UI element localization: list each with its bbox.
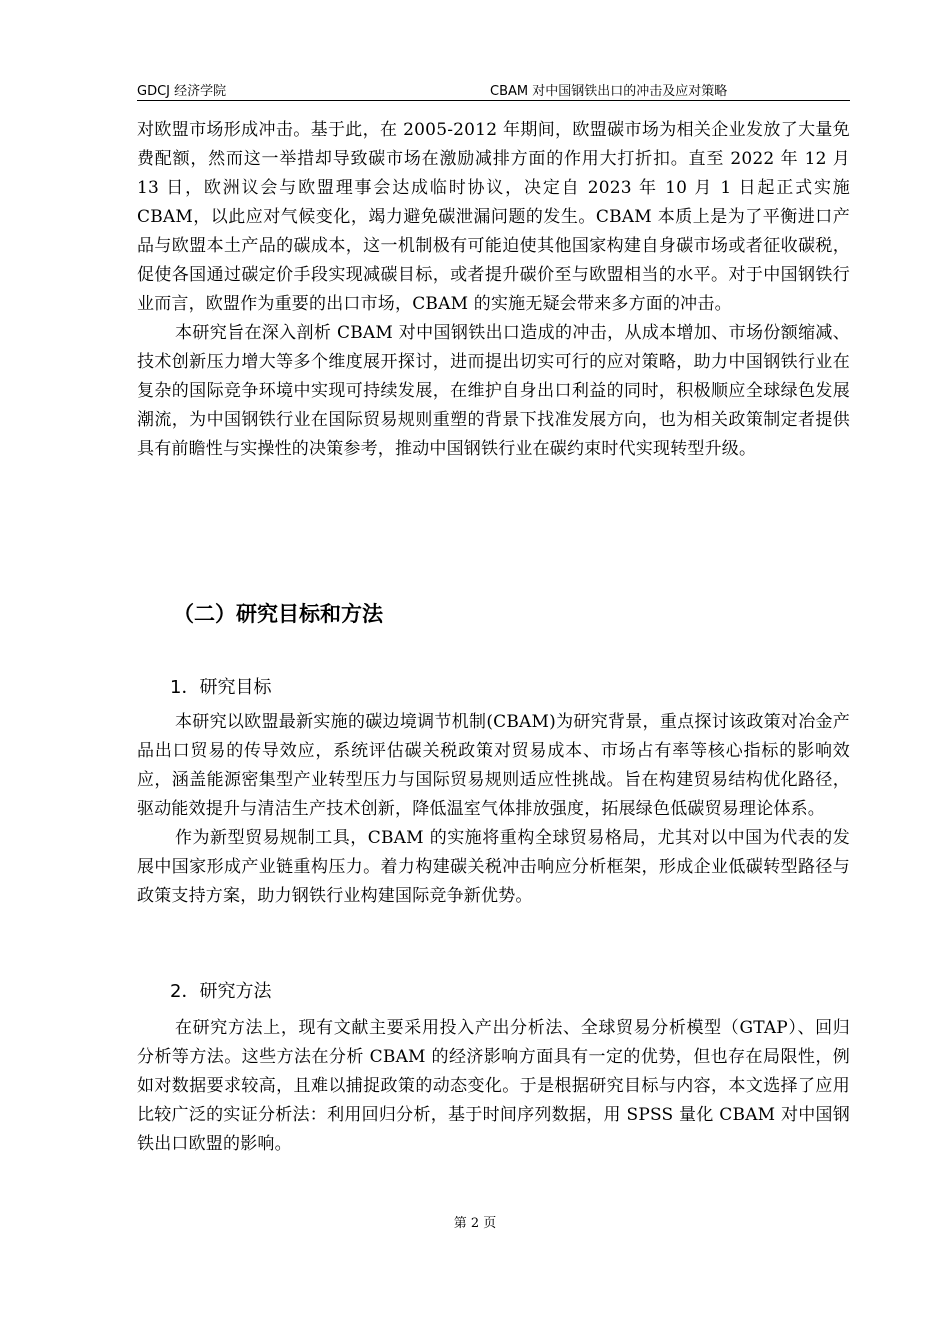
intro-block <box>137 116 850 464</box>
paragraph-4: 作为新型贸易规制工具，CBAM 的实施将重构全球贸易格局，尤其对以中国为代表的发展中国家形成产业链重构压力。着力构建碳关税冲击响应分析框架，形成企业低碳转型路径与政策支持方案，助力钢铁行业构建国际竞争新优势。 <box>137 828 850 906</box>
subsection-heading-goals: 1．研究目标 <box>170 677 272 698</box>
subsection-heading-methods: 2．研究方法 <box>170 981 272 1002</box>
paragraph-3: 本研究以欧盟最新实施的碳边境调节机制(CBAM)为研究背景，重点探讨该政策对冶金产品出口贸易的传导效应，系统评估碳关税政策对贸易成本、市场占有率等核心指标的影响效应，涵盖能源密集型产业转型压力与国际贸易规则适应性挑战。旨在构建贸易结构优化路径，驱动能效提升与清洁生产技术创新，降低温室气体排放强度，拓展绿色低碳贸易理论体系。 <box>137 712 850 819</box>
paragraph-1: 对欧盟市场形成冲击。基于此，在 2005-2012 年期间，欧盟碳市场为相关企业发放了大量免费配额，然而这一举措却导致碳市场在激励减排方面的作用大打折扣。直至 2022 年 12 月 13 日，欧洲议会与欧盟理事会达成临时协议，决定自 2023 年 10 月 1 日起正式实施 CBAM，以此应对气候变化，竭力避免碳泄漏问题的发生。CBAM 本质上是为了平衡进口产品与欧盟本土产品的碳成本，这一机制极有可能迫使其他国家构建自身碳市场或者征收碳税，促使各国通过碳定价手段实现减碳目标，或者提升碳价至与欧盟相当的水平。对于中国钢铁行业而言，欧盟作为重要的出口市场，CBAM 的实施无疑会带来多方面的冲击。 <box>137 120 850 314</box>
paragraph-5: 在研究方法上，现有文献主要采用投入产出分析法、全球贸易分析模型（GTAP）、回归分析等方法。这些方法在分析 CBAM 的经济影响方面具有一定的优势，但也存在局限性，例如对数据要求较高，且难以捕捉政策的动态变化。于是根据研究目标与内容，本文选择了应用比较广泛的实证分析法：利用回归分析，基于时间序列数据，用 SPSS 量化 CBAM 对中国钢铁出口欧盟的影响。 <box>137 1018 850 1154</box>
goals-block <box>137 708 850 911</box>
header-paper-title: CBAM 对中国钢铁出口的冲击及应对策略 <box>490 84 728 99</box>
header-institution: GDCJ 经济学院 <box>137 84 227 99</box>
section-heading: （二）研究目标和方法 <box>173 602 383 626</box>
page-number: 第 2 页 <box>453 1216 497 1231</box>
paragraph-2: 本研究旨在深入剖析 CBAM 对中国钢铁出口造成的冲击，从成本增加、市场份额缩减、技术创新压力增大等多个维度展开探讨，进而提出切实可行的应对策略，助力中国钢铁行业在复杂的国际竞争环境中实现可持续发展，在维护自身出口利益的同时，积极顺应全球绿色发展潮流，为中国钢铁行业在国际贸易规则重塑的背景下找准发展方向，也为相关政策制定者提供具有前瞻性与实操性的决策参考，推动中国钢铁行业在碳约束时代实现转型升级。 <box>137 323 850 459</box>
methods-block <box>137 1014 850 1159</box>
page-header <box>137 78 850 101</box>
